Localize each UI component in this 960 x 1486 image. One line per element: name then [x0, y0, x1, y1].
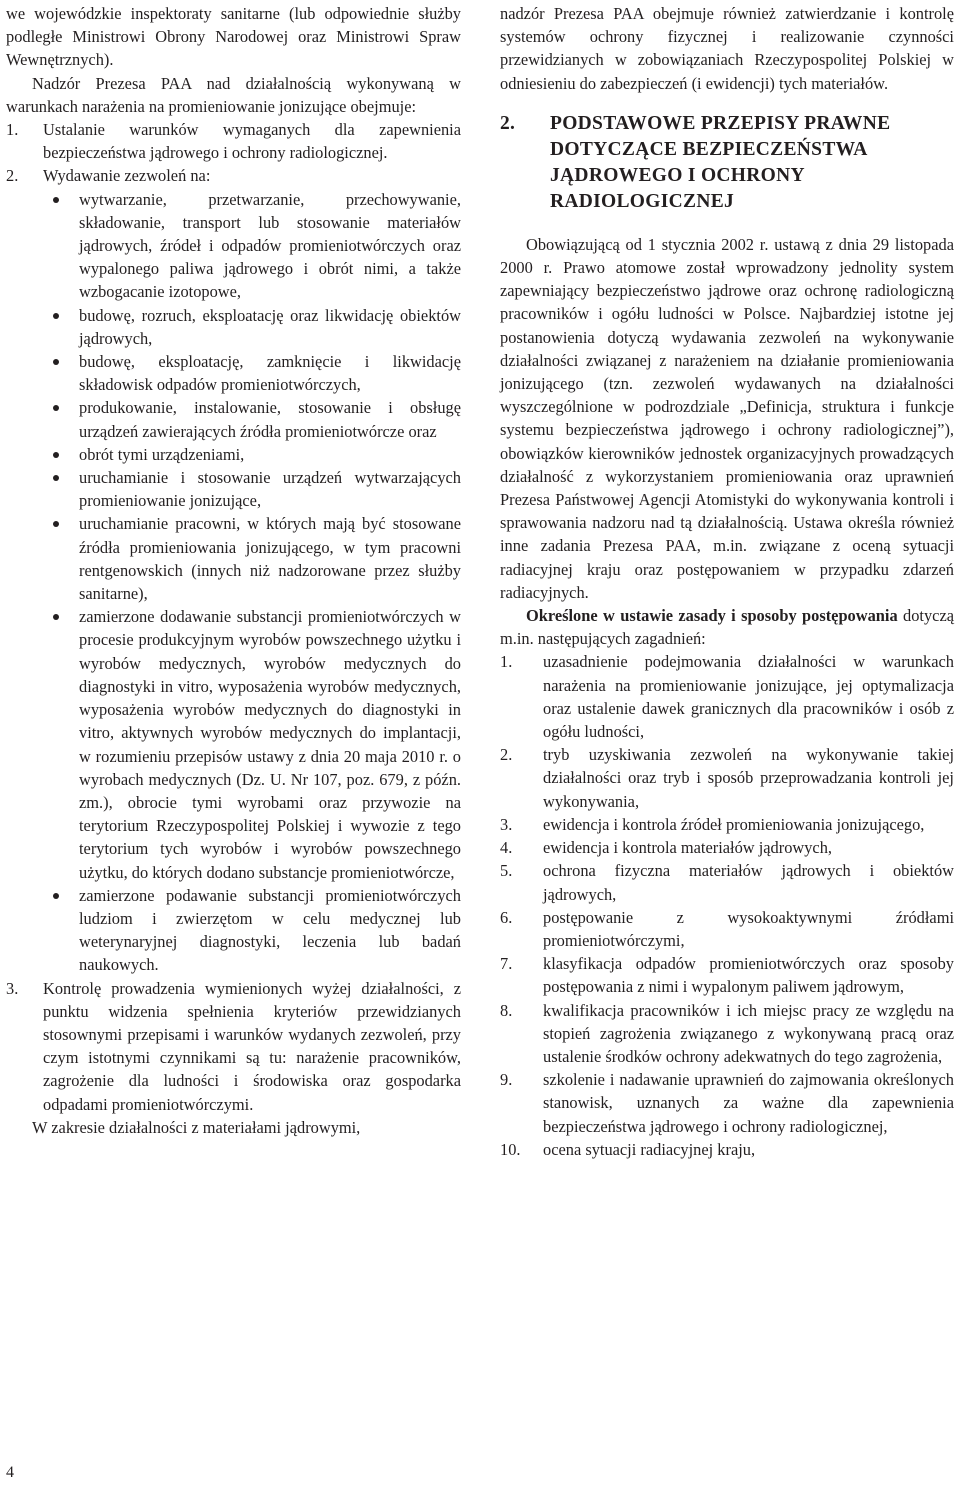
bullet-item: zamierzone podawanie substancji promieniotwórczych ludziom i zwierzętom w celu medycznej lub weterynaryjnej diagnostyki, leczenia lub badań naukowych.: [43, 884, 461, 977]
list-item: [500, 999, 954, 1069]
item-text: tryb uzyskiwania zezwoleń na wykonywanie takiej działalności oraz tryb i sposób przeprowadzania kontroli jej wykonywania,: [543, 745, 954, 811]
right-column: [500, 2, 954, 1161]
list-item: [6, 164, 461, 976]
item-number: 10.: [500, 1139, 521, 1159]
item-text: ewidencja i kontrola materiałów jądrowych,: [543, 838, 833, 858]
item-text: Wydawanie zezwoleń na:: [43, 166, 211, 186]
item-text: klasyfikacja odpadów promieniotwórczych oraz sposoby postępowania z nimi i wypalonym paliwem jądrowym,: [543, 954, 954, 997]
bullet-item: obrót tymi urządzeniami,: [43, 443, 461, 466]
item-number: 2.: [6, 166, 19, 186]
bullet-item: budowę, eksploatację, zamknięcie i likwidację składowisk odpadów promieniotwórczych,: [43, 350, 461, 396]
item-text: ewidencja i kontrola źródeł promieniowania jonizującego,: [543, 814, 925, 834]
law-paragraph: Obowiązującą od 1 stycznia 2002 r. ustawą z dnia 29 listopada 2000 r. Prawo atomowe został wprowadzony jednolity system zapewniający bezpieczeństwo jądrowe oraz ochronę radiologiczną pracowników i ogółu ludności w Polsce. Najbardziej istotne jej postanowienia dotyczą wydawania zezwoleń na wykonywanie działalności związanej z narażeniem na działanie promieniowania jonizującego (tzn. zezwoleń wydawanych na działalności wyszczególnione w podrozdziale „Definicja, struktura i funkcje systemu bezpieczeństwa jądrowego i ochrony radiologicznej”), obowiązków kierowników jednostek organizacyjnych prowadzących działalność z wykorzystaniem promieniowania oraz uprawnień Prezesa Państwowej Agencji Atomistyki do wykonywania kontroli i sprawowania nadzoru nad tą działalnością. Ustawa określa również inne zadania Prezesa PAA, m.in. związane z oceną sytuacji radiacyjnej kraju oraz postępowaniem w przypadku zdarzeń radiacyjnych.: [500, 234, 954, 602]
item-number: 8.: [500, 1000, 513, 1020]
bullet-item: uruchamianie i stosowanie urządzeń wytwarzających promieniowanie jonizujące,: [43, 466, 461, 512]
item-text: postępowanie z wysokoaktywnymi źródłami promieniotwórczymi,: [543, 907, 954, 950]
bullet-item: produkowanie, instalowanie, stosowanie i obsługę urządzeń zawierających źródła promieniotwórcze oraz: [43, 396, 461, 442]
nadzor-paragraph: Nadzór Prezesa PAA nad działalnością wykonywaną w warunkach narażenia na promieniowanie jonizujące obejmuje:: [6, 73, 461, 116]
closing-paragraph: W zakresie działalności z materiałami jądrowymi,: [32, 1117, 361, 1137]
list-item: [500, 952, 954, 998]
item-number: 4.: [500, 838, 513, 858]
list-item: [500, 859, 954, 905]
bold-lead: Określone w ustawie zasady i sposoby postępowania: [526, 606, 898, 626]
item-number: 1.: [500, 652, 513, 672]
lead-rest: dotyczą m.in. następujących zagadnień:: [500, 606, 954, 649]
item-text: ocena sytuacji radiacyjnej kraju,: [543, 1139, 756, 1159]
intro-paragraph: we wojewódzkie inspektoraty sanitarne (lub odpowiednie służby podległe Ministrowi Obrony Narodowej oraz Ministrowi Spraw Wewnętrznych).: [6, 4, 461, 70]
issues-list: [500, 650, 954, 1160]
lead-paragraph: [500, 604, 954, 650]
list-item: [500, 650, 954, 743]
heading-number: 2.: [500, 112, 516, 134]
heading-text: PODSTAWOWE PRZEPISY PRAWNE DOTYCZĄCE BEZPIECZEŃSTWA JĄDROWEGO I OCHRONY RADIOLOGICZNEJ: [550, 112, 891, 212]
list-item: [6, 118, 461, 164]
list-item: [500, 836, 954, 859]
list-item: [500, 1138, 954, 1161]
bullet-item: zamierzone dodawanie substancji promieniotwórczych w procesie produkcyjnym wyrobów powszechnego użytku i wyrobów medycznych, wyrobów medycznych do diagnostyki in vitro, wyposażenia wyrobów medycznych, wyposażenia wyrobów medycznych do diagnostyki in vitro, aktywnych wyrobów medycznych do implantacji, w rozumieniu przepisów ustawy z dnia 20 maja 2010 r. o wyrobach medycznych (Dz. U. Nr 107, poz. 679, z późn. zm.), obrocie tymi wyrobami oraz przywozie na terytorium Rzeczypospolitej Polskiej i wywozie z tego terytorium tych wyrobów i wyrobów powszechnego użytku, do których dodano substancje promieniotwórcze,: [43, 605, 461, 883]
bullet-item: uruchamianie pracowni, w których mają być stosowane źródła promieniowania jonizującego, w tym pracowni rentgenowskich (innych niż nadzorowane przez służby sanitarne),: [43, 512, 461, 605]
list-item: [500, 813, 954, 836]
bullet-item: wytwarzanie, przetwarzanie, przechowywanie, składowanie, transport lub stosowanie materiałów jądrowych, źródeł i odpadów promieniotwórczych oraz wypalonego paliwa jądrowego i obrót nimi, a także wzbogacanie izotopowe,: [43, 188, 461, 304]
item-number: 3.: [6, 978, 19, 998]
list-item: [500, 1068, 954, 1138]
item-text: ochrona fizyczna materiałów jądrowych i obiektów jądrowych,: [543, 861, 954, 904]
item-number: 3.: [500, 814, 513, 834]
continuation-paragraph: nadzór Prezesa PAA obejmuje również zatwierdzanie i kontrolę systemów ochrony fizycznej i realizowanie czynności przewidzianych w zobowiązaniach Rzeczypospolitej Polskiej w odniesieniu do zabezpieczeń (i ewidencji) tych materiałów.: [500, 4, 954, 93]
item-text: uzasadnienie podejmowania działalności w warunkach narażenia na promieniowanie jonizujące, jej optymalizacja oraz ustalenie dawek granicznych dla pracowników i osób z ogółu ludności,: [543, 652, 954, 742]
item-number: 6.: [500, 907, 513, 927]
item-number: 7.: [500, 954, 513, 974]
list-item: [500, 906, 954, 952]
permit-bullet-list: [43, 188, 461, 977]
item-text: kwalifikacja pracowników i ich miejsc pracy ze względu na stopień zagrożenia związanego z wykonywaną pracą oraz ustalenie środków ochrony adekwatnych do tego zagrożenia,: [543, 1000, 954, 1066]
list-item: [500, 743, 954, 813]
page-number: 4: [6, 1464, 14, 1481]
item-number: 2.: [500, 745, 513, 765]
item-text: Kontrolę prowadzenia wymienionych wyżej działalności, z punktu widzenia spełnienia kryteriów przewidzianych stosownymi przepisami i warunków wydanych zezwoleń, przy czym istotnymi czynnikami są tu: narażenie pracowników, zagrożenie dla ludności i środowiska oraz gospodarka odpadami promieniotwórczymi.: [43, 978, 461, 1114]
item-text: szkolenie i nadawanie uprawnień do zajmowania określonych stanowisk, uznanych za ważne dla zapewnienia bezpieczeństwa jądrowego i ochrony radiologicznej,: [543, 1070, 954, 1136]
item-text: Ustalanie warunków wymaganych dla zapewnienia bezpieczeństwa jądrowego i ochrony radiologicznej.: [43, 120, 461, 163]
supervision-list: [6, 118, 461, 1116]
list-item: [6, 977, 461, 1116]
item-number: 1.: [6, 120, 19, 140]
left-column: [6, 2, 461, 1139]
item-number: 5.: [500, 861, 513, 881]
section-heading: [500, 111, 954, 215]
item-number: 9.: [500, 1070, 513, 1090]
bullet-item: budowę, rozruch, eksploatację oraz likwidację obiektów jądrowych,: [43, 304, 461, 350]
